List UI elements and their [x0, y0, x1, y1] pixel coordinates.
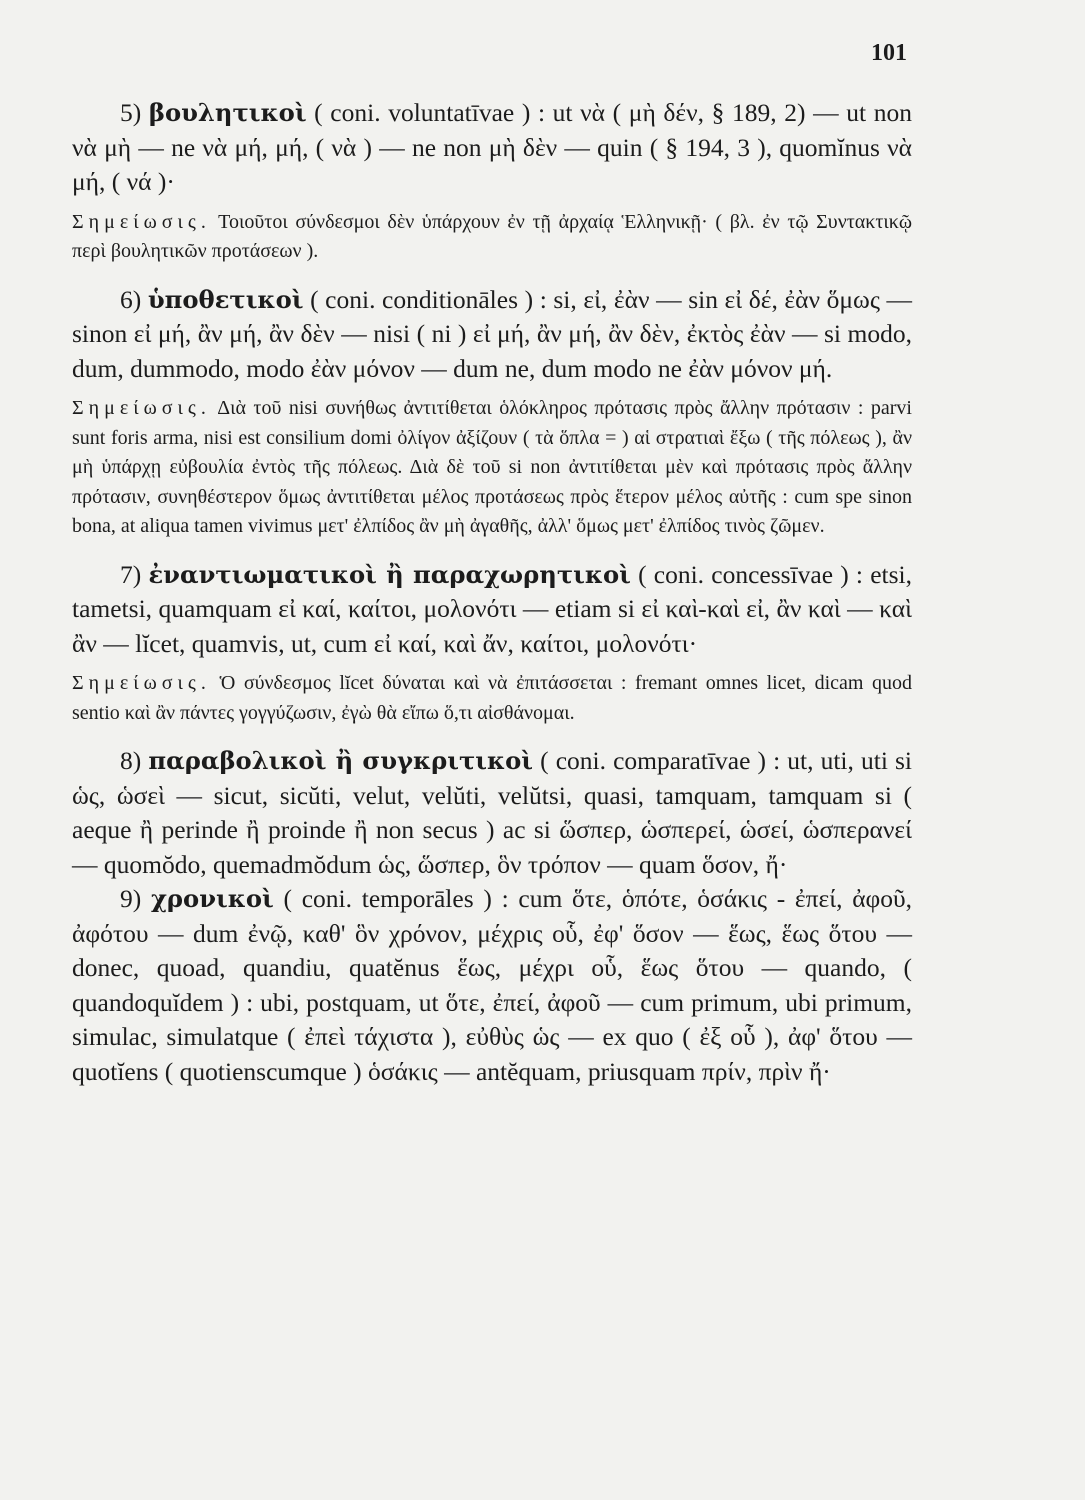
section-8-body: ( coni. comparatīvae ) : ut, uti, uti si ὡς, ὡσεὶ — sicut, sicŭti, velut, velŭti, velŭtsi, quasi, tamquam, tamquam si ( aeque ἢ perinde ἢ proinde ἢ non secus ) ac si ὥσπερ, ὡσπερεί, ὡσεί, ὡσπερανεί — quomŏdo, quemadmŏdum ὡς, ὥσπερ, ὃν τρόπον — quam ὅσον, ἤ·	[72, 746, 913, 879]
section-7-note-text: Ὁ σύνδεσμος lĭcet δύναται καὶ νὰ ἐπιτάσσεται : fremant omnes licet, dicam quod sentio καὶ ἂν πάντες γογγύζωσιν, ἐγὼ θὰ εἴπω ὅ,τι αἰσθάνομαι.	[72, 672, 913, 724]
note-label: Σημείωσις.	[72, 210, 211, 233]
page-content	[72, 96, 912, 1089]
section-7-body: ( coni. concessīvae ) : etsi, tametsi, quamquam εἰ καί, καίτοι, μολονότι — etiam si εἰ καὶ-καὶ εἰ, ἂν καὶ — καὶ ἂν — lĭcet, quamvis, ut, cum εἰ καί, καὶ ἄν, καίτοι, μολονότι·	[72, 559, 912, 658]
section-7-number: 7)	[120, 559, 142, 589]
section-6-note	[72, 394, 912, 542]
section-5-note-text: Τοιοῦτοι σύνδεσμοι δὲν ὑπάρχουν ἐν τῇ ἀρχαίᾳ Ἑλληνικῇ· ( βλ. ἐν τῷ Συντακτικῷ περὶ βουλητικῶν προτάσεων ).	[72, 210, 913, 262]
section-5-body: ( coni. voluntatīvae ) : ut νὰ ( μὴ δέν, § 189, 2) — ut non νὰ μὴ — ne νὰ μή, μή, ( νὰ ) — ne non μὴ δὲν — quin ( § 194, 3 ), quomĭnus νὰ μή, ( νά )·	[72, 98, 912, 196]
section-7-heading: ἐναντιωματικοὶ ἢ παραχωρητικοὶ	[148, 559, 631, 589]
section-6-body: ( coni. conditionāles ) : si, εἰ, ἐὰν — sin εἰ δέ, ἐὰν ὅμως — sinon εἰ μή, ἂν μή, ἂν δὲν — nisi ( ni ) εἰ μή, ἂν μή, ἂν δὲν, ἐκτὸς ἐὰν — si modo, dum, dummodo, modo ἐὰν μόνον — dum ne, dum modo ne ἐὰν μόνον μή.	[72, 284, 913, 383]
section-6-number: 6)	[120, 284, 142, 314]
section-9	[72, 882, 912, 1089]
section-6-heading: ὑποθετικοὶ	[147, 284, 304, 314]
note-label: Σημείωσις.	[72, 397, 211, 419]
section-5	[72, 96, 912, 200]
note-label: Σημείωσις.	[72, 672, 211, 694]
section-9-body: ( coni. temporāles ) : cum ὅτε, ὁπότε, ὁσάκις - ἐπεί, ἀφοῦ, ἀφότου — dum ἐνῷ, καθ' ὃν χρόνον, μέχρις οὗ, ἐφ' ὅσον — ἕως, ἕως ὅτου — donec, quoad, quandiu, quatĕnus ἕως, μέχρι οὗ, ἕως ὅτου — quando, ( quandoquĭdem ) : ubi, postquam, ut ὅτε, ἐπεί, ἀφοῦ — cum primum, ubi primum, simulac, simulatque ( ἐπεὶ τάχιστα ), εὐθὺς ὡς — ex quo ( ἐξ οὗ ), ἀφ' ὅτου — quotĭens ( quotienscumque ) ὁσάκις — antĕquam, priusquam πρίν, πρὶν ἤ·	[72, 884, 913, 1086]
section-7-note	[72, 669, 912, 728]
section-8	[72, 744, 912, 882]
section-7	[72, 558, 912, 662]
page-number: 101	[871, 40, 907, 66]
section-8-number: 8)	[120, 746, 142, 775]
section-6	[72, 283, 912, 387]
section-9-heading: χρονικοὶ	[151, 884, 274, 913]
section-5-note	[72, 208, 912, 267]
section-9-number: 9)	[120, 884, 142, 913]
section-5-heading: βουλητικοὶ	[148, 98, 307, 127]
section-8-heading: παραβολικοὶ ἢ συγκριτικοὶ	[148, 746, 534, 775]
section-5-number: 5)	[120, 98, 142, 127]
section-6-note-text: Διὰ τοῦ nisi συνήθως ἀντιτίθεται ὁλόκληρος πρότασις πρὸς ἄλλην πρότασιν : parvi sunt foris arma, nisi est consilium domi ὀλίγον ἀξίζουν ( τὰ ὅπλα = ) αἱ στρατιαὶ ἔξω ( τῆς πόλεως ), ἂν μὴ ὑπάρχῃ εὐβουλία ἐντὸς τῆς πόλεως. Διὰ δὲ τοῦ si non ἀντιτίθεται μὲν καὶ πρότασις πρὸς ἄλλην πρότασιν, συνηθέστερον ὅμως ἀντιτίθεται μέλος προτάσεως πρὸς ἕτερον μέλος αὐτῆς : cum spe sinon bona, at aliqua tamen vivimus μετ' ἐλπίδος ἂν μὴ ἀγαθῆς, ἀλλ' ὅμως μετ' ἐλπίδος τινὸς ζῶμεν.	[72, 397, 912, 537]
